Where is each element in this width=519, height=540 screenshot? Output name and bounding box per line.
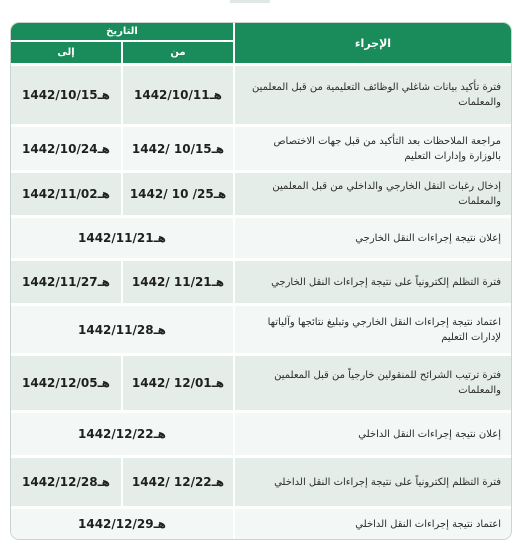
table-row xyxy=(11,258,511,303)
procedure-cell: فترة تأكيد بيانات شاغلي الوظائف التعليمية من قبل المعلمين والمعلمات xyxy=(233,66,511,124)
date-range xyxy=(11,66,233,124)
procedure-cell: إعلان نتيجة إجراءات النقل الداخلي xyxy=(233,413,511,455)
procedure-cell: إدخال رغبات النقل الخارجي والداخلي من قبل المعلمين والمعلمات xyxy=(233,173,511,215)
date-range xyxy=(11,127,233,170)
date-from-cell: 1442/ 11/21هـ xyxy=(121,261,233,303)
procedure-cell: فترة التظلم إلكترونياً على نتيجة إجراءات النقل الخارجي xyxy=(233,261,511,303)
table-row xyxy=(11,353,511,410)
date-to-cell: 1442/10/24هـ xyxy=(22,141,110,156)
table-row xyxy=(11,63,511,124)
date-to-cell: 1442/11/02هـ xyxy=(22,187,110,201)
date-to-cell: 1442/10/15هـ xyxy=(22,88,110,102)
date-from-cell: 1442/10/11هـ xyxy=(121,66,233,124)
table-row xyxy=(11,124,511,170)
top-accent-line xyxy=(230,0,270,3)
date-from-cell: 1442/ 10/15هـ xyxy=(121,127,233,170)
table-header xyxy=(11,23,511,63)
table-row xyxy=(11,455,511,506)
date-to-cell: 1442/11/27هـ xyxy=(22,275,110,289)
date-single-cell: 1442/12/22هـ xyxy=(78,427,166,441)
top-strip xyxy=(0,0,519,20)
date-range xyxy=(11,173,233,215)
procedure-cell: اعتماد نتيجة إجراءات النقل الخارجي وتبليغ نتائجها وآلياتها لإدارات التعليم xyxy=(233,306,511,353)
procedure-cell: فترة التظلم إلكترونياً على نتيجة إجراءات النقل الداخلي xyxy=(233,458,511,506)
date-range xyxy=(11,356,233,410)
table-row xyxy=(11,506,511,539)
procedure-cell: مراجعة الملاحظات بعد التأكيد من قبل جهات الاختصاص بالوزارة وإدارات التعليم xyxy=(233,127,511,170)
date-to-cell: 1442/12/05هـ xyxy=(22,376,110,390)
table-row xyxy=(11,410,511,455)
transfer-schedule-table xyxy=(10,22,512,540)
table-row xyxy=(11,215,511,258)
date-single-cell: 1442/11/21هـ xyxy=(78,231,166,245)
date-from-cell: 1442/ 12/22هـ xyxy=(121,458,233,506)
date-from-cell: 1442/ 12/01هـ xyxy=(121,356,233,410)
header-procedure: الإجراء xyxy=(233,23,511,63)
header-from: من xyxy=(121,42,233,63)
date-range xyxy=(11,458,233,506)
header-to: إلى xyxy=(11,42,121,63)
table-row xyxy=(11,170,511,215)
procedure-cell: فترة ترتيب الشرائح للمنقولين خارجياً من قبل المعلمين والمعلمات xyxy=(233,356,511,410)
table-row xyxy=(11,303,511,353)
date-single-cell: 1442/12/29هـ xyxy=(78,517,166,531)
date-from-cell: 1442/ 10 /25هـ xyxy=(121,173,233,215)
header-date-subcolumns xyxy=(11,42,233,63)
header-date-group xyxy=(11,23,233,63)
procedure-cell: إعلان نتيجة إجراءات النقل الخارجي xyxy=(233,218,511,258)
procedure-cell: اعتماد نتيجة إجراءات النقل الداخلي xyxy=(233,509,511,539)
header-date: التاريخ xyxy=(11,23,233,42)
date-range xyxy=(11,261,233,303)
date-single-cell: 1442/11/28هـ xyxy=(78,322,166,337)
date-to-cell: 1442/12/28هـ xyxy=(22,475,110,489)
